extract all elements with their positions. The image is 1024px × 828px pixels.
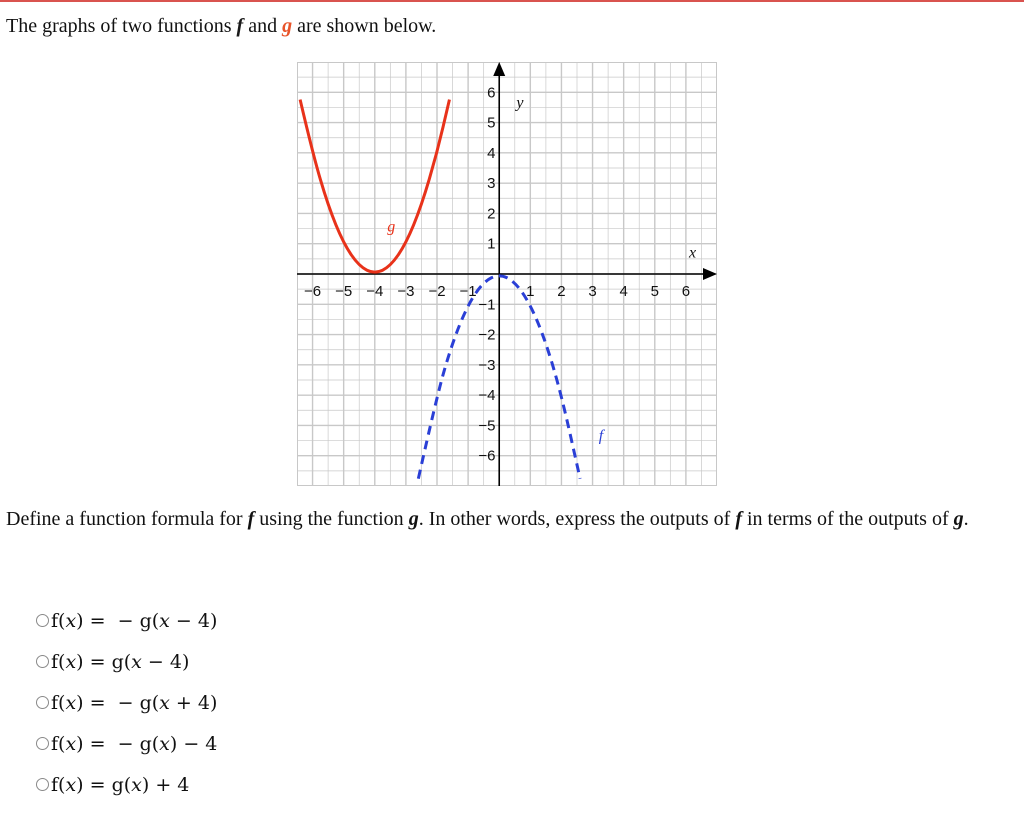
x-tick-label: −1 <box>459 282 477 300</box>
option-label: f(𝑥) = − g(𝑥 − 4) <box>51 609 218 632</box>
f-symbol: f <box>236 15 244 37</box>
radio-button[interactable] <box>36 614 49 627</box>
f-symbol: f <box>735 508 742 530</box>
g-symbol: g <box>282 15 293 37</box>
prompt-part: The graphs of two functions <box>6 15 237 37</box>
question-text <box>6 505 1018 533</box>
question-part: in terms of the outputs of <box>741 508 954 530</box>
radio-button[interactable] <box>36 696 49 709</box>
answer-option-3[interactable] <box>36 682 217 723</box>
question-part: . In other words, express the outputs of <box>418 508 736 530</box>
y-tick-label: −2 <box>478 326 496 344</box>
x-tick-label: 6 <box>681 282 691 300</box>
axes <box>297 62 717 486</box>
x-tick-label: −6 <box>304 282 322 300</box>
prompt-part: and <box>243 15 283 37</box>
radio-button[interactable] <box>36 655 49 668</box>
x-tick-label: 1 <box>526 282 535 300</box>
y-tick-label: −6 <box>478 447 496 465</box>
x-axis-label: x <box>689 244 697 262</box>
answer-option-5[interactable] <box>36 764 217 805</box>
y-tick-label: −3 <box>478 356 496 374</box>
x-tick-label: 4 <box>619 282 628 300</box>
answer-option-2[interactable] <box>36 641 217 682</box>
f-symbol: f <box>247 508 255 530</box>
prompt-text <box>6 15 436 38</box>
answer-option-4[interactable] <box>36 723 217 764</box>
option-label: f(𝑥) = − g(𝑥 + 4) <box>51 691 218 714</box>
curve-label-f: f <box>598 427 604 445</box>
top-rule <box>0 0 1024 2</box>
y-tick-label: 2 <box>487 205 496 223</box>
radio-button[interactable] <box>36 737 49 750</box>
x-tick-label: −4 <box>366 282 384 300</box>
question-part: Define a function formula for <box>6 508 248 530</box>
y-tick-label: 4 <box>487 144 496 162</box>
y-tick-label: −4 <box>478 387 496 405</box>
prompt-part: are shown below. <box>292 15 437 37</box>
answer-options <box>36 600 217 805</box>
y-axis-label: y <box>516 94 524 112</box>
x-tick-label: −5 <box>335 282 353 300</box>
x-tick-label: 5 <box>650 282 659 300</box>
y-tick-label: 3 <box>487 175 496 193</box>
y-tick-label: 6 <box>487 84 496 102</box>
x-axis-arrow <box>703 268 717 280</box>
y-tick-label: −5 <box>478 417 496 435</box>
x-tick-label: −2 <box>428 282 446 300</box>
option-label: f(𝑥) = − g(𝑥) − 4 <box>51 732 218 755</box>
function-graph <box>297 62 717 486</box>
question-part: . <box>963 508 969 530</box>
question-part: using the function <box>254 508 409 530</box>
y-tick-label: −1 <box>478 296 496 314</box>
radio-button[interactable] <box>36 778 49 791</box>
x-tick-label: 2 <box>557 282 566 300</box>
g-symbol: g <box>953 508 964 530</box>
option-label: f(𝑥) = g(𝑥 − 4) <box>51 650 190 673</box>
curve-label-g: g <box>387 218 396 236</box>
y-tick-label: 1 <box>487 235 496 253</box>
x-tick-label: 3 <box>588 282 597 300</box>
curve-labels <box>387 94 696 444</box>
x-tick-label: −3 <box>397 282 415 300</box>
y-axis-arrow <box>493 62 505 76</box>
option-label: f(𝑥) = g(𝑥) + 4 <box>51 773 190 796</box>
y-tick-label: 5 <box>487 114 496 132</box>
g-symbol: g <box>408 508 419 530</box>
answer-option-1[interactable] <box>36 600 217 641</box>
